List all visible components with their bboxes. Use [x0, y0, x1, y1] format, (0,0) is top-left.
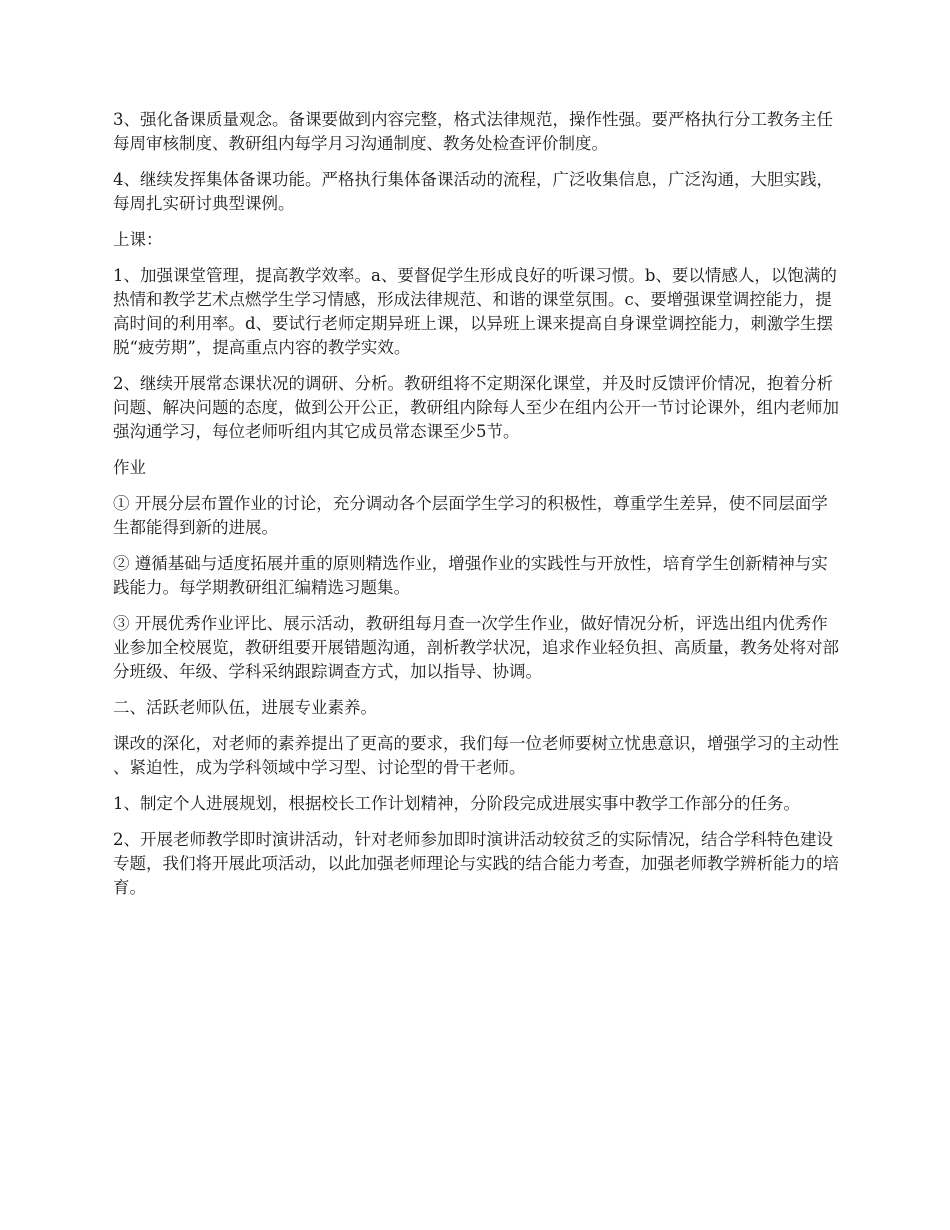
paragraph-homework-1: ① 开展分层布置作业的讨论，充分调动各个层面学生学习的积极性，尊重学生差异，使不同层面学生都能得到新的进展。 — [113, 494, 828, 537]
paragraph-personal-plan: 1、制定个人进展规划，根据校长工作计划精神，分阶段完成进展实事中教学工作部分的任务。 — [113, 794, 800, 813]
heading-class: 上课： — [113, 230, 163, 249]
heading-homework: 作业 — [113, 458, 146, 477]
heading-teacher-team: 二、活跃老师队伍，进展专业素养。 — [113, 698, 377, 717]
paragraph-collective-prep: 4、继续发挥集体备课功能。严格执行集体备课活动的流程，广泛收集信息，广泛沟通，大胆实践，每周扎实研讨典型课例。 — [113, 170, 833, 213]
paragraph-speech-activity: 2、开展老师教学即时演讲活动，针对老师参加即时演讲活动较贫乏的实际情况，结合学科特色建设专题，我们将开展此项活动，以此加强老师理论与实践的结合能力考查，加强老师教学辨析能力的培育。 — [113, 830, 839, 897]
paragraph-homework-3: ③ 开展优秀作业评比、展示活动，教研组每月查一次学生作业，做好情况分析，评选出组内优秀作业参加全校展览，教研组要开展错题沟通，剖析教学状况，追求作业轻负担、高质量，教务处将对部分班级、年级、学科采纳跟踪调查方式，加以指导、协调。 — [113, 614, 839, 681]
paragraph-prep-quality: 3、强化备课质量观念。备课要做到内容完整，格式法律规范，操作性强。要严格执行分工教务主任每周审核制度、教研组内每学月习沟通制度、教务处检查评价制度。 — [113, 110, 833, 153]
document-body — [113, 108, 843, 912]
paragraph-classroom-management: 1、加强课堂管理，提高教学效率。a、要督促学生形成良好的听课习惯。b、要以情感人，以饱满的热情和教学艺术点燃学生学习情感，形成法律规范、和谐的课堂氛围。c、要增强课堂调控能力，提高时间的利用率。d、要试行老师定期异班上课，以异班上课来提高自身课堂调控能力，刺激学生摆脱“疲劳期”，提高重点内容的教学实效。 — [113, 266, 837, 357]
paragraph-homework-2: ② 遵循基础与适度拓展并重的原则精选作业，增强作业的实践性与开放性，培育学生创新精神与实践能力。每学期教研组汇编精选习题集。 — [113, 554, 828, 597]
paragraph-reform-intro: 课改的深化，对老师的素养提出了更高的要求，我们每一位老师要树立忧患意识，增强学习的主动性、紧迫性，成为学科领域中学习型、讨论型的骨干老师。 — [113, 734, 839, 777]
paragraph-regular-class-research: 2、继续开展常态课状况的调研、分析。教研组将不定期深化课堂，并及时反馈评价情况，抱着分析问题、解决问题的态度，做到公开公正，教研组内除每人至少在组内公开一节讨论课外，组内老师加强沟通学习，每位老师听组内其它成员常态课至少5节。 — [113, 374, 839, 441]
